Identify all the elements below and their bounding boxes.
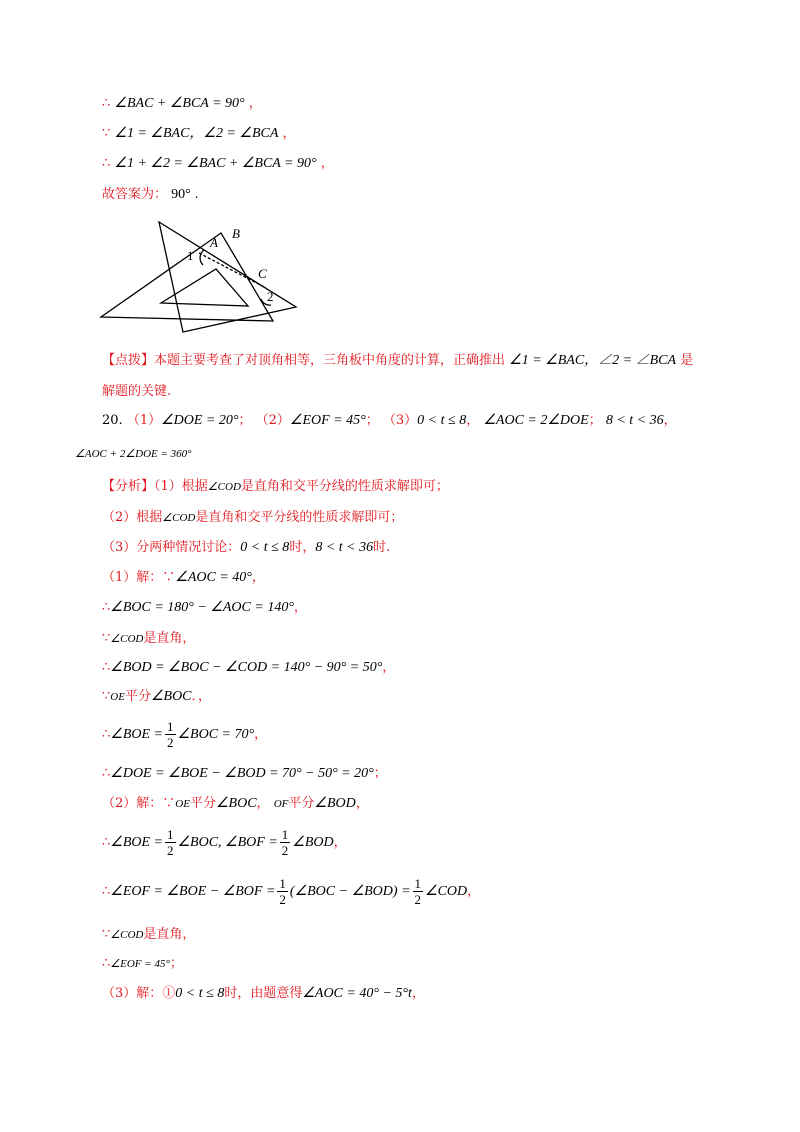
solution-line-3 <box>102 156 334 172</box>
part-label: （1） <box>126 413 162 428</box>
fraction <box>165 827 176 858</box>
dianbo-text-2: 解题的关键. <box>102 384 172 399</box>
punctuation: ； <box>238 413 252 428</box>
dianbo-tag: 【点拨】 <box>102 353 155 368</box>
math-expression: ∠BOD <box>314 796 356 811</box>
math-expression: (∠BOC − ∠BOD) = <box>289 884 411 899</box>
solution-text: 平分 <box>288 796 315 811</box>
label-1: 1 <box>187 248 194 263</box>
math-expression: ∠BOE = <box>110 727 163 742</box>
denominator: 2 <box>279 892 286 907</box>
numerator: 1 <box>279 876 286 891</box>
punctuation: ； <box>169 956 183 971</box>
math-expression: ∠COD <box>425 884 468 899</box>
solution-text: 平分 <box>189 796 216 811</box>
analysis-text: （2）根据 <box>102 510 163 525</box>
answer-2: ∠EOF = 45° <box>289 413 366 428</box>
dianbo-text-end: 是 <box>680 353 694 368</box>
sol1-line-e <box>102 689 211 705</box>
punctuation: ， <box>466 413 480 428</box>
punctuation: ， <box>355 796 369 811</box>
solution-text: 是直角， <box>143 927 196 942</box>
sol1-line-a <box>102 570 265 586</box>
therefore-symbol: ∴ <box>102 956 111 971</box>
math-expression: ∠AOC = 40° <box>175 570 252 585</box>
analysis-line-3 <box>102 540 390 556</box>
therefore-symbol: ∴ <box>102 660 111 675</box>
denominator: 2 <box>167 735 174 750</box>
math-expression: OE <box>175 798 190 810</box>
analysis-text: 时， <box>289 540 316 555</box>
math-expression: ∠COD <box>110 929 144 941</box>
solution-text: 时，由题意得 <box>224 986 303 1001</box>
fraction <box>165 719 176 750</box>
angle-1-arc <box>200 250 204 265</box>
math-expression: ∠BOE = <box>110 835 163 850</box>
sol2-line-a <box>102 796 369 812</box>
therefore-symbol: ∴ <box>102 884 111 899</box>
because-symbol: ∵ <box>102 927 111 942</box>
math-expression: ∠COD <box>207 481 241 493</box>
analysis-line-1 <box>102 479 449 495</box>
sol1-line-b <box>102 600 307 616</box>
math-expression: 0 < t ≤ 8 <box>175 986 225 1001</box>
analysis-tag: 【分析】 <box>102 479 155 494</box>
denominator: 2 <box>167 843 174 858</box>
triangle-ruler-2 <box>101 233 273 321</box>
sol2-line-c <box>102 875 480 909</box>
answer-value: 90° <box>171 187 191 202</box>
part-label: （3） <box>382 413 418 428</box>
analysis-text: 是直角和交平分线的性质求解即可； <box>240 479 449 494</box>
punctuation: ， <box>320 156 334 171</box>
label-B: B <box>232 226 240 241</box>
math-expression: ∠AOC = 40° − 5°t <box>302 986 412 1001</box>
solution-label: （2）解： <box>102 796 163 811</box>
punctuation: ， <box>411 986 425 1001</box>
sol1-line-f <box>102 718 267 752</box>
math-expression: ∠DOE = ∠BOE − ∠BOD = 70° − 50° = 20° <box>110 766 374 781</box>
math-expression: ∠BOD <box>292 835 334 850</box>
because-symbol: ∵ <box>102 689 111 704</box>
solution-text: 平分 <box>124 689 151 704</box>
punctuation: ．， <box>191 689 212 704</box>
dianbo-line-2 <box>102 384 171 400</box>
solution-text: 是直角， <box>143 631 196 646</box>
answer-3-relation-1: ∠AOC = 2∠DOE <box>483 413 589 428</box>
q20-answer-line-2 <box>75 446 192 462</box>
math-expression: ∠COD <box>162 512 196 524</box>
punctuation: ， <box>248 96 262 111</box>
answer-3-range-1: 0 < t ≤ 8 <box>417 413 467 428</box>
numerator: 1 <box>167 827 174 842</box>
answer-3-relation-2: ∠AOC + 2∠DOE = 360° <box>75 448 192 460</box>
math-expression: ∠EOF = 45° <box>110 958 170 970</box>
fraction <box>413 876 424 907</box>
numerator: 1 <box>281 827 289 842</box>
therefore-symbol: ∴ <box>102 96 111 111</box>
math-expression: ∠EOF = ∠BOE − ∠BOF = <box>110 884 276 899</box>
punctuation: ， <box>467 884 481 899</box>
sol1-line-d <box>102 660 395 676</box>
solution-label: （3）解： <box>102 986 163 1001</box>
analysis-text: （1）根据 <box>154 479 208 494</box>
case-marker: ① <box>162 986 176 1001</box>
answer-1: ∠DOE = 20° <box>161 413 239 428</box>
because-symbol: ∵ <box>162 570 176 585</box>
sol2-line-b <box>102 826 347 860</box>
math-expression: OF <box>273 798 289 810</box>
because-symbol: ∵ <box>102 126 111 141</box>
math-expression: ∠1 = ∠BAC，∠2 = ∠BCA <box>509 353 677 368</box>
fraction <box>280 827 291 858</box>
numerator: 1 <box>414 876 422 891</box>
because-symbol: ∵ <box>162 796 176 811</box>
punctuation: ， <box>293 600 307 615</box>
punctuation: ， <box>382 660 396 675</box>
denominator: 2 <box>414 892 422 907</box>
punctuation: ； <box>588 413 602 428</box>
math-expression: ∠BOC, ∠BOF = <box>177 835 278 850</box>
math-expression: ∠1 + ∠2 = ∠BAC + ∠BCA = 90° <box>114 156 317 171</box>
therefore-symbol: ∴ <box>102 727 111 742</box>
punctuation: ， <box>663 413 677 428</box>
math-expression: ∠BOC = 180° − ∠AOC = 140° <box>110 600 294 615</box>
sol3-line-a <box>102 986 425 1002</box>
answer-label: 故答案为： <box>102 187 168 202</box>
label-2: 2 <box>267 289 274 304</box>
math-expression: ∠BOC <box>150 689 192 704</box>
because-symbol: ∵ <box>102 631 111 646</box>
therefore-symbol: ∴ <box>102 835 111 850</box>
label-C: C <box>258 266 267 281</box>
solution-line-2 <box>102 126 296 142</box>
analysis-line-2 <box>102 510 403 526</box>
punctuation: ； <box>365 413 379 428</box>
punctuation: ； <box>373 766 387 781</box>
math-expression: OE <box>110 691 125 703</box>
analysis-text: 是直角和交平分线的性质求解即可； <box>195 510 404 525</box>
math-expression: ∠BAC + ∠BCA = 90° <box>114 96 245 111</box>
triangle-ruler-1 <box>159 222 296 332</box>
math-expression: 8 < t < 36 <box>315 540 374 555</box>
therefore-symbol: ∴ <box>102 156 111 171</box>
math-expression: 0 < t ≤ 8 <box>240 540 290 555</box>
solution-label: （1）解： <box>102 570 163 585</box>
analysis-text: 时. <box>373 540 391 555</box>
dianbo-line-1 <box>102 353 693 369</box>
math-expression: ∠BOC <box>215 796 257 811</box>
punctuation: . <box>194 187 199 202</box>
inner-triangle <box>161 269 248 306</box>
answer-line <box>102 187 198 203</box>
therefore-symbol: ∴ <box>102 766 111 781</box>
sol2-line-e <box>102 956 183 972</box>
math-expression: ∠1 = ∠BAC，∠2 = ∠BCA <box>114 126 279 141</box>
sol2-line-d <box>102 927 195 943</box>
denominator: 2 <box>281 843 289 858</box>
sol1-line-c <box>102 631 195 647</box>
label-A: A <box>210 235 218 250</box>
therefore-symbol: ∴ <box>102 600 111 615</box>
part-label: （2） <box>255 413 290 428</box>
math-expression: ∠BOD = ∠BOC − ∠COD = 140° − 90° = 50° <box>110 660 383 675</box>
punctuation: ， <box>251 570 265 585</box>
analysis-text: （3）分两种情况讨论： <box>102 540 241 555</box>
sol1-line-g <box>102 766 387 782</box>
fraction <box>277 876 288 907</box>
question-number: 20. <box>102 413 123 428</box>
triangle-figure <box>96 215 306 340</box>
math-expression: ∠BOC = 70° <box>177 727 255 742</box>
solution-line-1 <box>102 96 262 112</box>
punctuation: ， <box>333 835 347 850</box>
numerator: 1 <box>167 719 174 734</box>
punctuation: ， <box>282 126 296 141</box>
punctuation: ， <box>256 796 270 811</box>
math-expression: ∠COD <box>110 633 144 645</box>
dianbo-text: 本题主要考查了对顶角相等，三角板中角度的计算，正确推出 <box>154 353 506 368</box>
punctuation: ， <box>254 727 268 742</box>
q20-answer-line <box>102 413 677 429</box>
answer-3-range-2: 8 < t < 36 <box>605 413 664 428</box>
